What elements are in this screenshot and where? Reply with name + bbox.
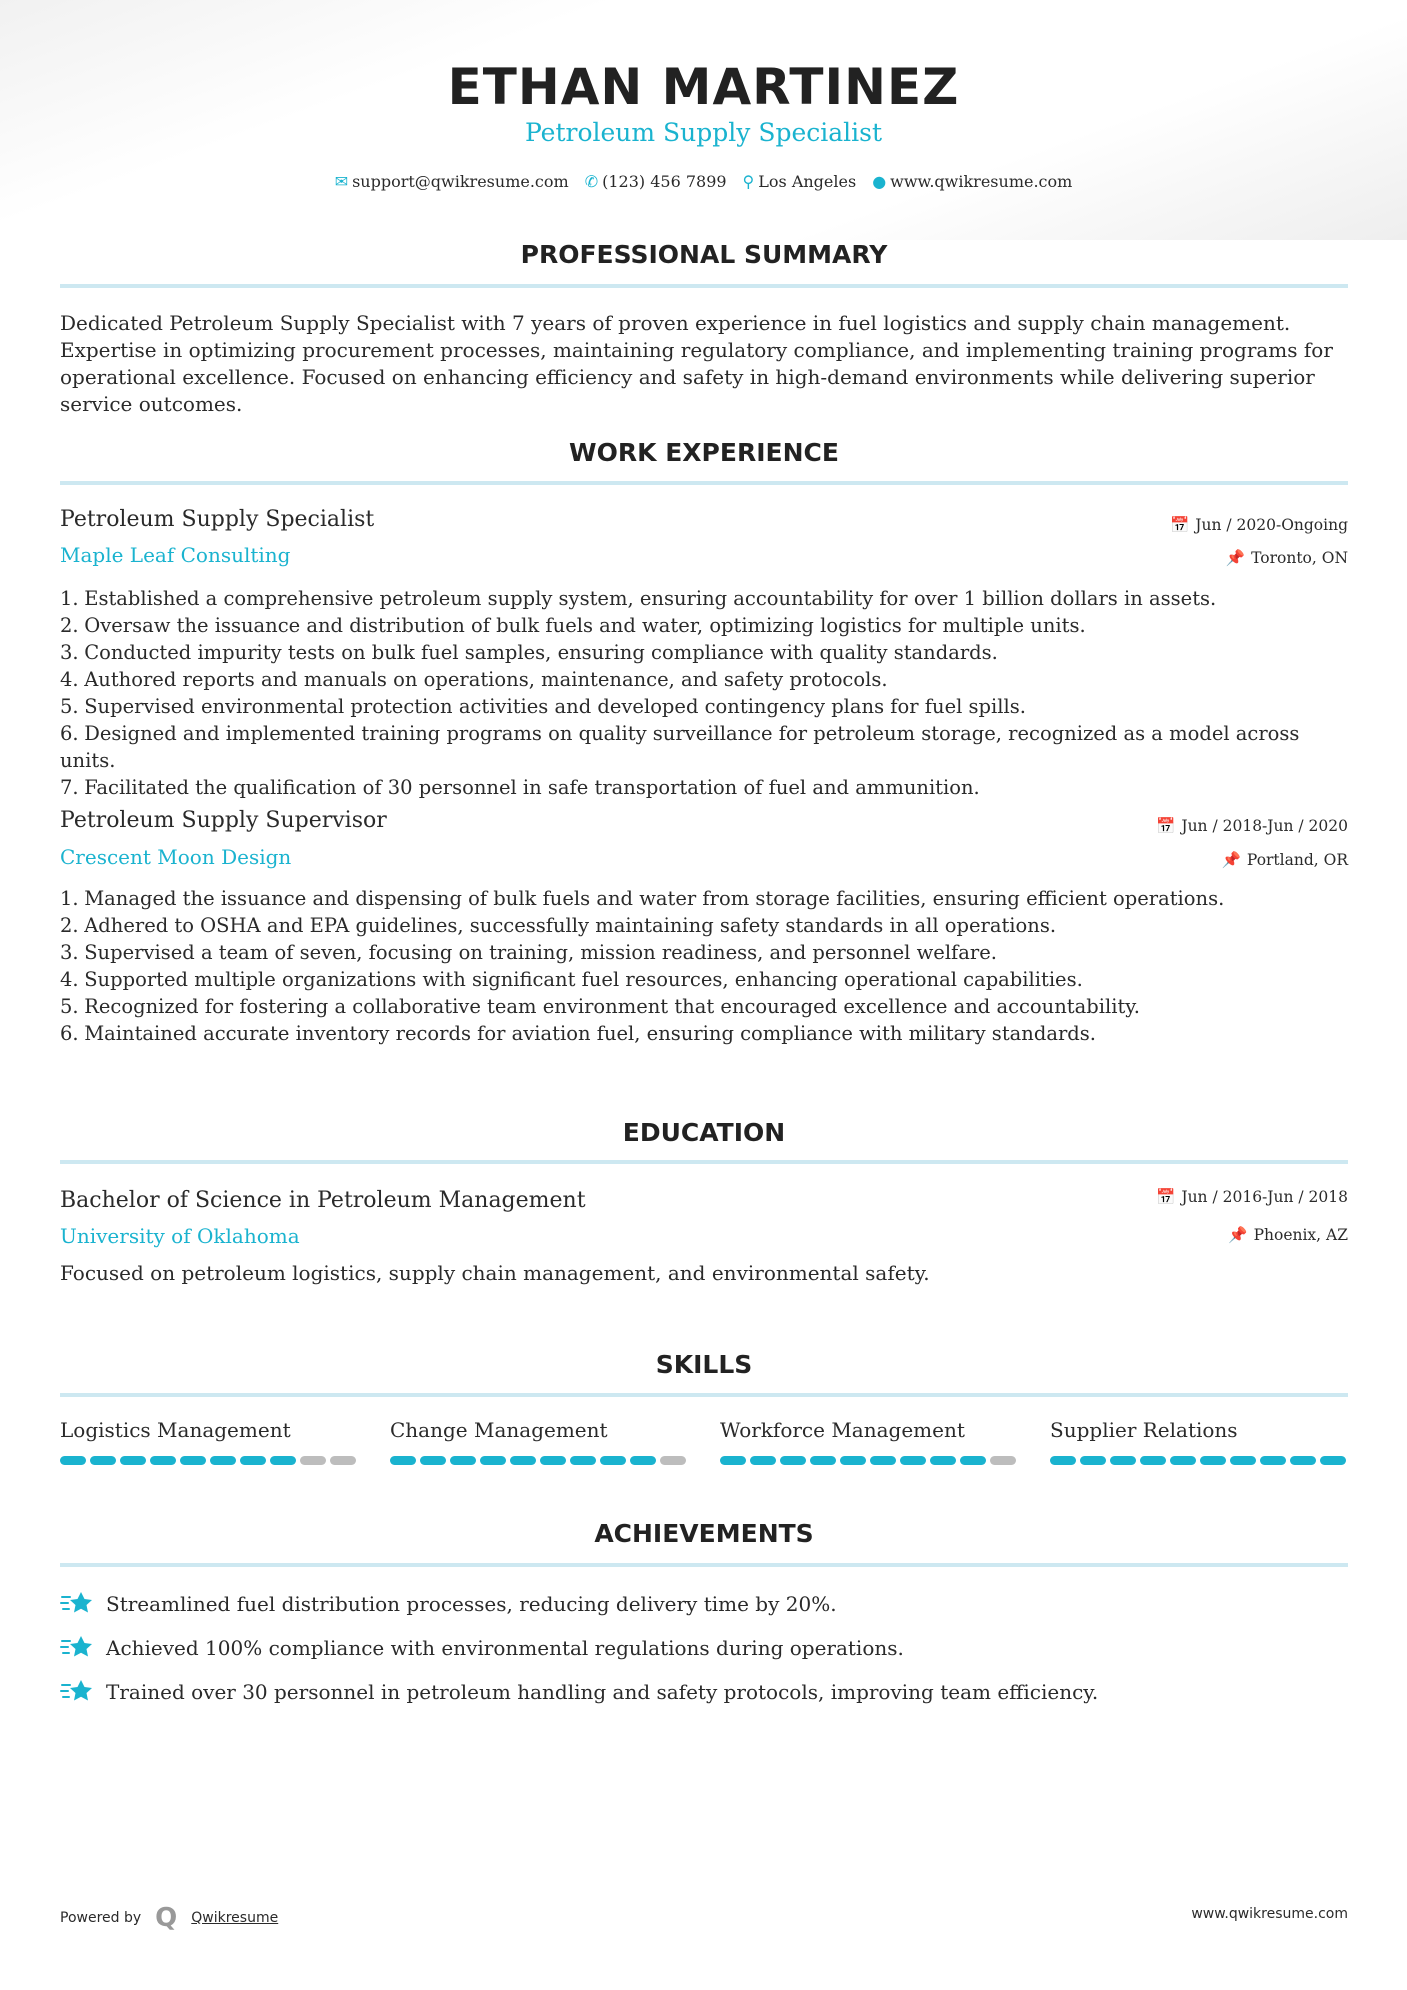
globe-icon: ● xyxy=(872,172,887,191)
skill-segment xyxy=(810,1456,836,1465)
divider xyxy=(60,1393,1348,1397)
skill-segment xyxy=(840,1456,866,1465)
skill-item xyxy=(390,1418,690,1465)
calendar-icon: 📅 xyxy=(1156,1188,1176,1206)
skill-segment xyxy=(1050,1456,1076,1465)
skill-segment xyxy=(540,1456,566,1465)
skill-item xyxy=(720,1418,1020,1465)
footer-website[interactable]: www.qwikresume.com xyxy=(1191,1906,1348,1922)
skill-segment xyxy=(150,1456,176,1465)
list-item: 4. Supported multiple organizations with significant fuel resources, enhancing operational capabilities. xyxy=(60,968,1083,991)
list-item: 4. Authored reports and manuals on operations, maintenance, and safety protocols. xyxy=(60,668,888,691)
list-item: 1. Established a comprehensive petroleum supply system, ensuring accountability for over 1 billion dollars in assets. xyxy=(60,587,1217,610)
skill-segment xyxy=(180,1456,206,1465)
job-dates: Jun / 2020-Ongoing xyxy=(1195,516,1348,534)
skill-segment xyxy=(600,1456,626,1465)
education-dates: Jun / 2016-Jun / 2018 xyxy=(1181,1188,1348,1206)
skill-level-bar xyxy=(1050,1456,1350,1465)
job-title: Petroleum Supply Specialist xyxy=(60,507,375,532)
pin-icon: 📌 xyxy=(1225,549,1246,567)
skill-segment xyxy=(1290,1456,1316,1465)
location-pin-icon: ⚲ xyxy=(742,172,755,191)
list-item: 1. Managed the issuance and dispensing of bulk fuels and water from storage facilities, ensuring efficient operations. xyxy=(60,887,1225,910)
skills-heading: SKILLS xyxy=(655,1350,753,1379)
skill-name: Logistics Management xyxy=(60,1418,291,1442)
list-item: 5. Recognized for fostering a collaborative team environment that encouraged excellence and accountability. xyxy=(60,995,1140,1018)
school: University of Oklahoma xyxy=(60,1224,300,1248)
list-item: 6. Maintained accurate inventory records for aviation fuel, ensuring compliance with military standards. xyxy=(60,1022,1096,1045)
skill-segment xyxy=(270,1456,296,1465)
skill-segment xyxy=(480,1456,506,1465)
skill-name: Supplier Relations xyxy=(1050,1418,1238,1442)
skill-segment xyxy=(120,1456,146,1465)
skill-level-bar xyxy=(720,1456,1020,1465)
star-icon xyxy=(60,1633,94,1663)
pin-icon: 📌 xyxy=(1228,1226,1248,1244)
summary-text: Dedicated Petroleum Supply Specialist with 7 years of proven experience in fuel logistics and supply chain management. Expertise in optimizing procurement processes, maintaining regulatory compliance, and implementing training programs for operational excellence. Focused on enhancing efficiency and safety in high-demand environments while delivering superior service outcomes. xyxy=(60,311,1333,416)
skill-segment xyxy=(1320,1456,1346,1465)
skill-segment xyxy=(630,1456,656,1465)
job-title: Petroleum Supply Supervisor xyxy=(60,808,387,833)
achievement-text: Achieved 100% compliance with environmental regulations during operations. xyxy=(106,1636,904,1660)
achievement-text: Trained over 30 personnel in petroleum handling and safety protocols, improving team efficiency. xyxy=(106,1680,1099,1704)
skill-segment xyxy=(1200,1456,1226,1465)
list-item: 2. Adhered to OSHA and EPA guidelines, successfully maintaining safety standards in all operations. xyxy=(60,914,1057,937)
skill-segment xyxy=(330,1456,356,1465)
skill-segment xyxy=(990,1456,1016,1465)
phone-icon: ✆ xyxy=(584,172,599,191)
skill-segment xyxy=(1170,1456,1196,1465)
achievements-heading: ACHIEVEMENTS xyxy=(594,1519,814,1548)
star-icon xyxy=(60,1589,94,1619)
skill-level-bar xyxy=(390,1456,690,1465)
skill-segment xyxy=(1230,1456,1256,1465)
calendar-icon: 📅 xyxy=(1169,516,1190,534)
skill-segment xyxy=(570,1456,596,1465)
skill-segment xyxy=(720,1456,746,1465)
list-item: 3. Conducted impurity tests on bulk fuel samples, ensuring compliance with quality standards. xyxy=(60,641,998,664)
divider xyxy=(60,481,1348,485)
email-icon: ✉ xyxy=(334,172,349,191)
skill-item xyxy=(1050,1418,1350,1465)
skill-segment xyxy=(780,1456,806,1465)
degree: Bachelor of Science in Petroleum Management xyxy=(60,1188,586,1213)
achievement-item xyxy=(60,1677,1098,1707)
job-location: Toronto, ON xyxy=(1251,549,1348,567)
skill-item xyxy=(60,1418,360,1465)
list-item: 6. Designed and implemented training programs on quality surveillance for petroleum storage, recognized as a model across units. xyxy=(60,722,1300,772)
skill-segment xyxy=(1260,1456,1286,1465)
contact-phone: (123) 456 7899 xyxy=(602,172,727,191)
skill-segment xyxy=(510,1456,536,1465)
skill-segment xyxy=(1110,1456,1136,1465)
education-heading: EDUCATION xyxy=(622,1118,786,1147)
work-heading: WORK EXPERIENCE xyxy=(569,438,839,467)
divider xyxy=(60,1563,1348,1567)
contact-bar xyxy=(0,172,1407,191)
education-location: Phoenix, AZ xyxy=(1253,1226,1348,1244)
skill-segment xyxy=(90,1456,116,1465)
divider xyxy=(60,284,1348,288)
skill-segment xyxy=(390,1456,416,1465)
job-bullets xyxy=(60,885,1360,1047)
achievement-text: Streamlined fuel distribution processes, reducing delivery time by 20%. xyxy=(106,1592,837,1616)
contact-website[interactable]: www.qwikresume.com xyxy=(890,172,1073,191)
brand-link[interactable]: Qwikresume xyxy=(191,1910,279,1926)
powered-by-label: Powered by xyxy=(60,1910,142,1926)
skill-segment xyxy=(870,1456,896,1465)
skill-segment xyxy=(60,1456,86,1465)
skill-segment xyxy=(960,1456,986,1465)
qwikresume-logo-icon: Q xyxy=(155,1903,178,1933)
summary-heading: PROFESSIONAL SUMMARY xyxy=(520,240,888,269)
contact-email[interactable]: support@qwikresume.com xyxy=(352,172,569,191)
job-dates: Jun / 2018-Jun / 2020 xyxy=(1181,817,1348,835)
skill-segment xyxy=(420,1456,446,1465)
skill-segment xyxy=(1080,1456,1106,1465)
job-company: Maple Leaf Consulting xyxy=(60,543,291,567)
job-location: Portland, OR xyxy=(1246,851,1348,869)
divider xyxy=(60,1160,1348,1164)
skill-segment xyxy=(240,1456,266,1465)
skill-segment xyxy=(1140,1456,1166,1465)
skill-segment xyxy=(660,1456,686,1465)
skill-name: Change Management xyxy=(390,1418,608,1442)
skill-name: Workforce Management xyxy=(720,1418,965,1442)
star-icon xyxy=(60,1677,94,1707)
skill-segment xyxy=(750,1456,776,1465)
achievement-item xyxy=(60,1633,904,1663)
achievement-item xyxy=(60,1589,837,1619)
education-description: Focused on petroleum logistics, supply chain management, and environmental safety. xyxy=(60,1261,930,1285)
candidate-name: ETHAN MARTINEZ xyxy=(447,58,960,116)
contact-location: Los Angeles xyxy=(758,172,857,191)
list-item: 5. Supervised environmental protection activities and developed contingency plans for fuel spills. xyxy=(60,695,1026,718)
candidate-title: Petroleum Supply Specialist xyxy=(524,118,883,147)
skill-level-bar xyxy=(60,1456,360,1465)
list-item: 7. Facilitated the qualification of 30 personnel in safe transportation of fuel and ammunition. xyxy=(60,776,980,799)
skill-segment xyxy=(930,1456,956,1465)
list-item: 2. Oversaw the issuance and distribution of bulk fuels and water, optimizing logistics for multiple units. xyxy=(60,614,1086,637)
job-company: Crescent Moon Design xyxy=(60,845,292,869)
skill-segment xyxy=(210,1456,236,1465)
skill-segment xyxy=(450,1456,476,1465)
skill-segment xyxy=(300,1456,326,1465)
list-item: 3. Supervised a team of seven, focusing on training, mission readiness, and personnel welfare. xyxy=(60,941,997,964)
job-bullets xyxy=(60,585,1360,801)
pin-icon: 📌 xyxy=(1221,851,1241,869)
skill-segment xyxy=(900,1456,926,1465)
calendar-icon: 📅 xyxy=(1156,817,1176,835)
